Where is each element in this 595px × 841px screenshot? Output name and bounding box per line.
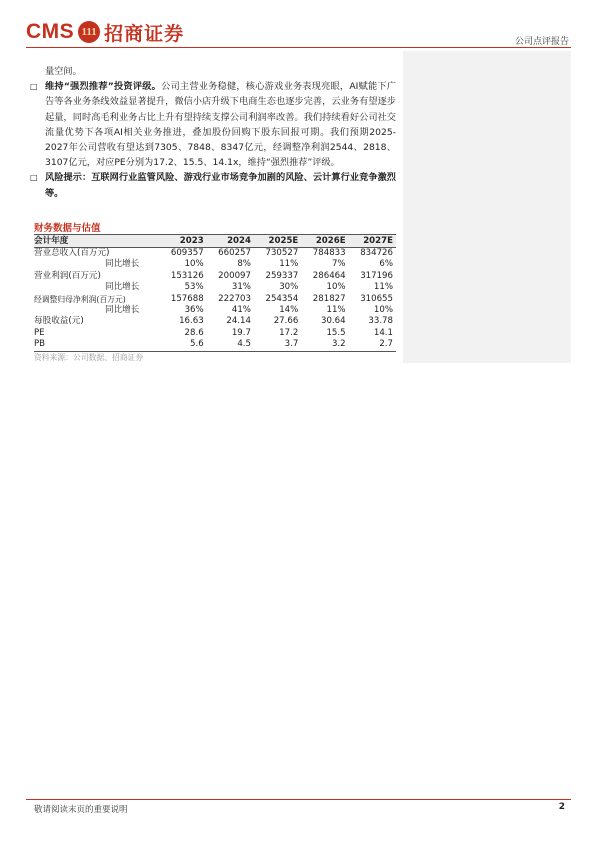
table-row — [34, 248, 396, 260]
table-cell: 41% — [231, 305, 251, 316]
table-cell: 730527 — [265, 248, 299, 258]
document-type: 公司点评报告 — [514, 37, 569, 47]
table-cell: 310655 — [360, 293, 393, 304]
header-cell: 会计年度 — [34, 235, 159, 248]
table-row — [34, 316, 396, 327]
table-cell: 33.78 — [368, 316, 393, 327]
page-number: 2 — [558, 802, 565, 812]
table-cell: 286464 — [312, 270, 346, 281]
table-cell: 11% — [326, 305, 346, 316]
table-cell: 11% — [279, 259, 299, 270]
table-cell: 259337 — [265, 270, 299, 281]
table-cell: 3.7 — [254, 339, 301, 351]
row-label: PE — [34, 327, 45, 338]
table-cell: 609357 — [170, 248, 204, 258]
table-cell: 15.5 — [326, 327, 346, 338]
table-cell: 8% — [237, 259, 251, 270]
page-header — [26, 18, 571, 50]
row-label: 营业利润(百万元) — [34, 270, 101, 281]
paragraph-continuation: 量空间。 — [45, 66, 82, 77]
table-cell: 153126 — [170, 270, 204, 281]
table-header-row — [34, 235, 396, 248]
footer-rule — [26, 799, 571, 800]
table-cell: 157688 — [170, 293, 204, 304]
logo-seal-icon: 111 — [78, 21, 100, 43]
header-rule — [26, 47, 571, 48]
table-cell: 53% — [184, 282, 204, 293]
table-cell: 14.1 — [373, 327, 393, 338]
logo-cms-text: CMS — [26, 20, 75, 43]
table-cell: 834726 — [360, 248, 393, 258]
table-row — [34, 328, 396, 339]
bullet-square-icon: □ — [30, 173, 38, 183]
row-label: 每股收益(元) — [34, 316, 84, 327]
bullet-square-icon: □ — [30, 82, 38, 92]
rating-heading: 维持“强烈推荐”投资评级。 — [45, 81, 162, 93]
table-cell: 30.64 — [321, 316, 346, 327]
rating-bullet — [30, 79, 396, 170]
footer-disclaimer: 敬请阅读末页的重要说明 — [34, 805, 128, 815]
header-cell: 2023 — [159, 235, 206, 248]
header-cell: 2027E — [349, 235, 396, 248]
table-row — [34, 339, 396, 351]
row-label: PB — [34, 339, 159, 351]
body-text — [30, 64, 396, 201]
table-row — [34, 294, 396, 305]
risk-bullet — [30, 170, 396, 200]
table-cell: 10% — [326, 282, 346, 293]
table-cell: 27.66 — [273, 316, 299, 327]
table-cell: 7% — [331, 259, 346, 270]
risk-text: 风险提示：互联网行业监管风险、游戏行业市场竞争加剧的风险、云计算行业竞争激烈等。 — [45, 172, 396, 199]
table-cell: 24.14 — [226, 316, 251, 327]
table-cell: 16.63 — [179, 316, 204, 327]
table-cell: 660257 — [218, 248, 251, 258]
table-row — [34, 271, 396, 282]
table-cell: 281827 — [312, 293, 346, 304]
table-cell: 317196 — [360, 270, 393, 281]
row-label: 经调整归母净利润(百万元) — [34, 294, 126, 304]
table-cell: 222703 — [218, 293, 251, 304]
table-cell: 10% — [373, 305, 393, 316]
header-cell: 2024 — [207, 235, 254, 248]
header-cell: 2025E — [254, 235, 301, 248]
table-cell: 784833 — [312, 248, 346, 258]
table-cell: 36% — [184, 305, 204, 316]
table-cell: 2.7 — [349, 339, 396, 351]
financial-section-title: 财务数据与估值 — [34, 223, 101, 234]
table-cell: 10% — [184, 259, 204, 270]
table-source-note: 资料来源：公司数据、招商证券 — [34, 353, 144, 362]
row-label: 同比增长 — [104, 305, 140, 316]
table-row — [34, 282, 396, 293]
table-cell: 5.6 — [159, 339, 206, 351]
table-cell: 14% — [279, 305, 299, 316]
table-cell: 28.6 — [184, 327, 204, 338]
financial-table — [34, 234, 396, 352]
table-cell: 3.2 — [301, 339, 348, 351]
table-cell: 254354 — [265, 293, 299, 304]
header-cell: 2026E — [301, 235, 348, 248]
table-cell: 19.7 — [231, 327, 251, 338]
table-row — [34, 305, 396, 316]
table-cell: 200097 — [218, 270, 251, 281]
cms-logo — [26, 18, 184, 46]
table-cell: 6% — [379, 259, 393, 270]
sidebar-panel — [403, 51, 571, 363]
rating-text: 公司主营业务稳健，核心游戏业务表现亮眼，AI赋能下广告等各业务条线效益显著提升，微信小店升级下电商生态也逐步完善，云业务有望逐步起量，同时高毛利业务占比上升有望持续支撑公司利润率改善。我们持续看好公司社交流量优势下各项AI相关业务推进，叠加股份回购下股东回报可期。我们预期2025-2027年公司营收有望达到7305、7848、8347亿元，经调整净利润2544、2818、3107亿元，对应PE分别为17.2、15.5、14.1x，维持“强烈推荐”评级。 — [45, 81, 396, 169]
row-label: 营业总收入(百万元) — [34, 248, 110, 258]
table-cell: 17.2 — [279, 327, 299, 338]
table-cell: 4.5 — [207, 339, 254, 351]
row-label: 同比增长 — [104, 282, 140, 293]
table-cell: 31% — [231, 282, 251, 293]
table-row — [34, 259, 396, 270]
table-cell: 30% — [279, 282, 299, 293]
row-label: 同比增长 — [104, 259, 140, 270]
table-cell: 11% — [373, 282, 393, 293]
logo-cn-text: 招商证券 — [104, 22, 185, 45]
